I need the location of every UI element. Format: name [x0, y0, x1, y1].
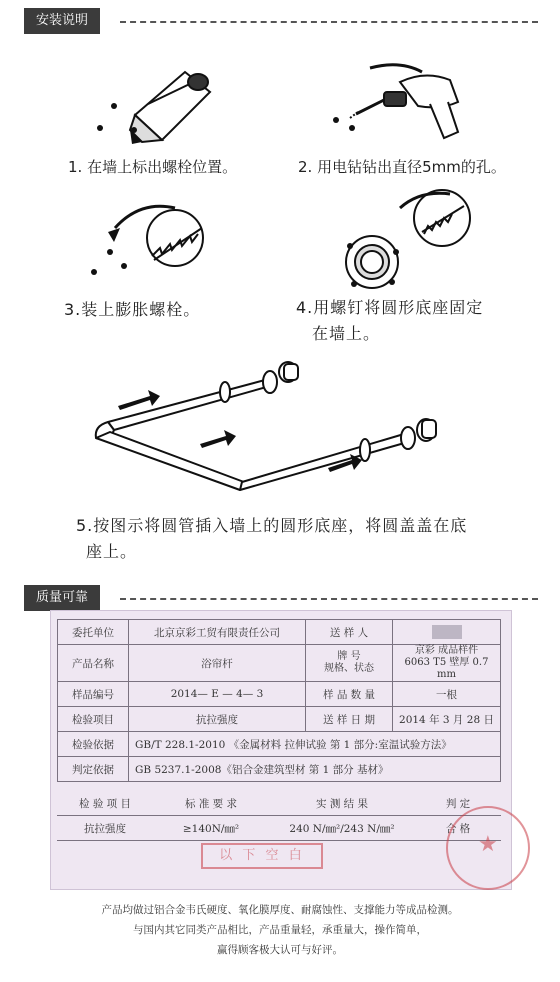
- report-label: 检验项目: [58, 707, 129, 732]
- result-cell: ≥140N/㎜²: [153, 816, 269, 841]
- step-5-line1: 5.按图示将圆管插入墙上的圆形底座，将圆盖盖在底: [76, 516, 468, 535]
- table-row: [58, 682, 501, 707]
- table-row: [58, 757, 501, 782]
- footer-line-2: 与国内其它同类产品相比，产品重量轻，承重量大，操作简单，: [133, 924, 427, 936]
- report-info-table: [57, 619, 501, 782]
- report-value: 北京京彩工贸有限责任公司: [129, 620, 306, 645]
- report-result-table: [57, 791, 501, 841]
- result-cell: 抗拉强度: [57, 816, 153, 841]
- result-cell: 240 N/㎜²/243 N/㎜²: [269, 816, 415, 841]
- section-divider: [120, 598, 538, 600]
- report-label: 送 样 人: [306, 620, 393, 645]
- result-cell: 合 格: [415, 816, 501, 841]
- report-value: GB 5237.1-2008《铝合金建筑型材 第 1 部分 基材》: [129, 757, 501, 782]
- star-icon: ★: [478, 832, 498, 857]
- report-label: 样品编号: [58, 682, 129, 707]
- install-section-title: 安装说明: [24, 8, 100, 34]
- anchor-bolt-icon: [80, 198, 220, 288]
- official-seal: [446, 806, 530, 890]
- table-row: [57, 816, 501, 841]
- step-5-line2: 座上。: [86, 542, 138, 561]
- quality-section-header: [0, 585, 560, 613]
- report-value: 抗拉强度: [129, 707, 306, 732]
- redacted-value: [393, 620, 501, 645]
- report-value: GB/T 228.1-2010 《金属材料 拉伸试验 第 1 部分:室温试验方法》: [129, 732, 501, 757]
- result-header: 检 验 项 目: [78, 797, 131, 810]
- report-value: 京彩 成品样件 6063 T5 壁厚 0.7 mm: [393, 645, 501, 682]
- install-section-header: [0, 8, 560, 36]
- footer-line-3: 赢得顾客极大认可与好评。: [217, 944, 343, 956]
- section-divider: [120, 21, 538, 23]
- pencil-icon: [90, 60, 230, 145]
- report-label: 样 品 数 量: [306, 682, 393, 707]
- step-1-text: 1. 在墙上标出螺栓位置。: [68, 158, 238, 176]
- step-2-text: 2. 用电钻钻出直径5mm的孔。: [298, 158, 506, 176]
- report-label: 判定依据: [58, 757, 129, 782]
- table-row: [58, 620, 501, 645]
- table-row: [58, 645, 501, 682]
- report-value: 2014— E — 4— 3: [129, 682, 306, 707]
- step-4-line1: 4.用螺钉将圆形底座固定: [296, 298, 484, 317]
- report-label: 委托单位: [58, 620, 129, 645]
- test-report: [50, 610, 512, 890]
- step-3-text: 3.装上膨胀螺栓。: [64, 300, 201, 319]
- report-label: 送 样 日 期: [306, 707, 393, 732]
- result-header: 实 测 结 果: [315, 797, 368, 810]
- report-value: 2014 年 3 月 28 日: [393, 707, 501, 732]
- footer-line-1: 产品均做过铝合金韦氏硬度、氧化膜厚度、耐腐蚀性、支撑能力等成品检测。: [101, 904, 459, 916]
- report-label: 产品名称: [58, 645, 129, 682]
- curtain-rod-icon: [90, 350, 450, 500]
- result-header: 标 准 要 求: [184, 797, 237, 810]
- report-label: 检验依据: [58, 732, 129, 757]
- report-value: 浴帘杆: [129, 645, 306, 682]
- table-row: [58, 732, 501, 757]
- result-header: 判 定: [445, 797, 471, 810]
- report-label: 牌 号 规格、状态: [306, 645, 393, 682]
- table-row: [57, 791, 501, 816]
- screw-icon: [340, 188, 490, 298]
- quality-section-title: 质量可靠: [24, 585, 100, 611]
- table-row: [58, 707, 501, 732]
- report-value: 一根: [393, 682, 501, 707]
- drill-icon: [330, 62, 470, 152]
- blank-below-stamp: 以 下 空 白: [201, 843, 323, 869]
- step-4-line2: 在墙上。: [312, 324, 381, 343]
